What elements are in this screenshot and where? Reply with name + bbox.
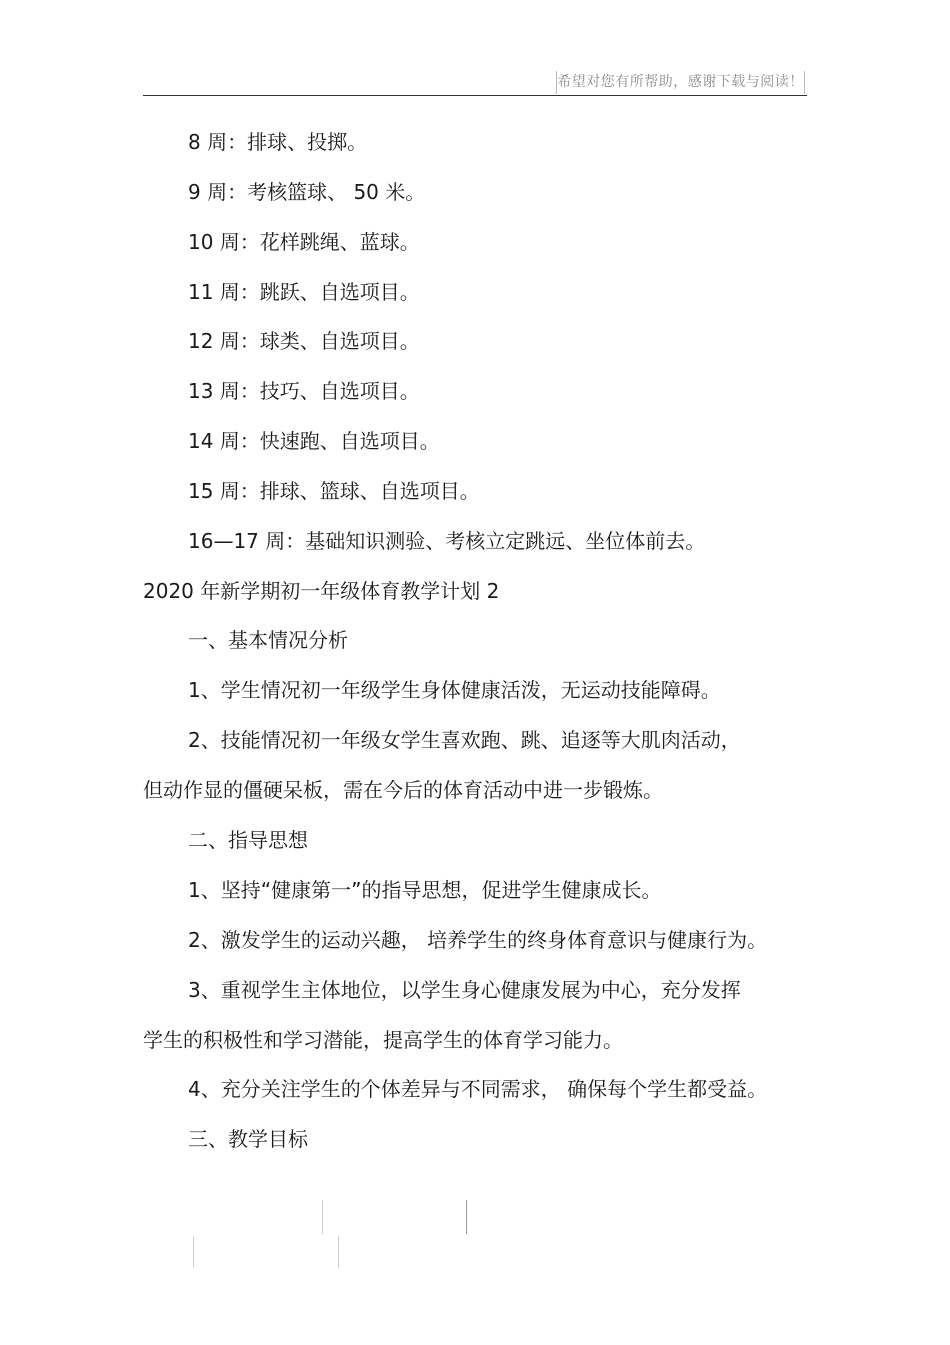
schedule-week-15: 15 周：排球、篮球、自选项目。	[188, 479, 480, 503]
schedule-week-8: 8 周：排球、投掷。	[188, 130, 368, 154]
page-header-banner: 希望对您有所帮助，感谢下载与阅读！	[556, 71, 805, 94]
section-heading-guiding: 二、指导思想	[188, 828, 308, 852]
table-fragment-line	[338, 1236, 339, 1268]
table-fragment-line	[466, 1200, 467, 1234]
paragraph-guiding-3-line2: 学生的积极性和学习潜能，提高学生的体育学习能力。	[143, 1028, 623, 1052]
schedule-week-13: 13 周：技巧、自选项目。	[188, 379, 420, 403]
schedule-week-12: 12 周：球类、自选项目。	[188, 329, 420, 353]
schedule-week-16-17: 16—17 周：基础知识测验、考核立定跳远、坐位体前去。	[188, 529, 706, 553]
header-divider	[143, 95, 807, 96]
schedule-week-9: 9 周：考核篮球、 50 米。	[188, 180, 426, 204]
paragraph-skill-situation-line1: 2、技能情况初一年级女学生喜欢跑、跳、追逐等大肌肉活动，	[188, 728, 741, 752]
table-fragment-line	[193, 1236, 194, 1268]
schedule-week-14: 14 周：快速跑、自选项目。	[188, 429, 440, 453]
paragraph-guiding-2: 2、激发学生的运动兴趣， 培养学生的终身体育意识与健康行为。	[188, 928, 768, 952]
paragraph-skill-situation-line2: 但动作显的僵硬呆板，需在今后的体育活动中进一步锻炼。	[143, 778, 663, 802]
paragraph-guiding-3-line1: 3、重视学生主体地位，以学生身心健康发展为中心，充分发挥	[188, 978, 741, 1002]
table-fragment-line	[322, 1200, 323, 1234]
paragraph-student-situation: 1、学生情况初一年级学生身体健康活泼，无运动技能障碍。	[188, 678, 721, 702]
section-heading-goals: 三、教学目标	[188, 1127, 308, 1151]
section-heading-situation: 一、基本情况分析	[188, 628, 348, 652]
schedule-week-10: 10 周：花样跳绳、蓝球。	[188, 230, 420, 254]
paragraph-guiding-1: 1、坚持“健康第一”的指导思想，促进学生健康成长。	[188, 878, 662, 902]
schedule-week-11: 11 周：跳跃、自选项目。	[188, 280, 420, 304]
paragraph-guiding-4: 4、充分关注学生的个体差异与不同需求， 确保每个学生都受益。	[188, 1077, 768, 1101]
plan-title: 2020 年新学期初一年级体育教学计划 2	[143, 579, 500, 603]
